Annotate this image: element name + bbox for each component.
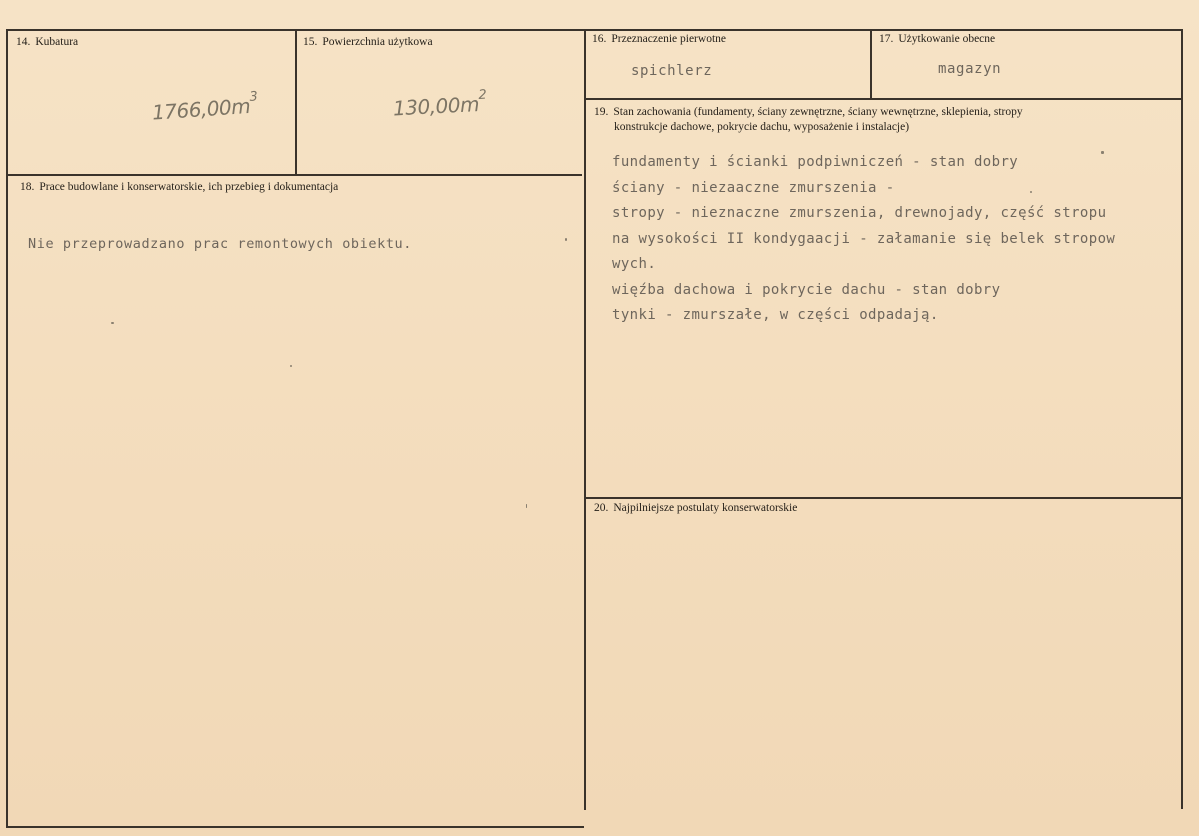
powierzchnia-exponent: 2 bbox=[478, 87, 487, 104]
left-border-line bbox=[6, 29, 8, 827]
paper-speck bbox=[526, 504, 527, 508]
state-line-4: na wysokości II kondygaacji - załamanie się belek stropow bbox=[612, 230, 1116, 247]
field-14-title: Kubatura bbox=[35, 36, 79, 48]
kubatura-value: 1766,00 bbox=[151, 95, 232, 125]
field-20-number: 20. bbox=[594, 502, 609, 514]
state-line-3: stropy - nieznaczne zmurszenia, drewnojady, część stropu bbox=[612, 205, 1107, 221]
paper-speck bbox=[290, 365, 292, 367]
field-16-number: 16. bbox=[592, 33, 607, 45]
divider-19-20 bbox=[584, 497, 1183, 499]
divider-under-14-15 bbox=[6, 174, 582, 176]
kubatura-exponent: 3 bbox=[249, 89, 258, 106]
divider-16-17 bbox=[870, 29, 872, 99]
field-19-title: Stan zachowania (fundamenty, ściany zewnętrzne, ściany wewnętrzne, sklepienia, stropy bbox=[613, 106, 1023, 118]
field-17-label bbox=[879, 32, 995, 47]
field-15-number: 15. bbox=[303, 36, 318, 48]
kubatura-unit: m bbox=[230, 93, 251, 120]
divider-under-16-17 bbox=[584, 98, 1183, 100]
field-18-title: Prace budowlane i konserwatorskie, ich przebieg i dokumentacja bbox=[39, 181, 339, 193]
field-19-label bbox=[594, 105, 1169, 135]
field-15-title: Powierzchnia użytkowa bbox=[322, 36, 433, 48]
paper-speck bbox=[1101, 151, 1104, 154]
state-line-5: wych. bbox=[612, 256, 657, 272]
field-15-label bbox=[303, 35, 433, 50]
field-18-number: 18. bbox=[20, 181, 35, 193]
center-divider bbox=[584, 29, 586, 810]
state-line-1: fundamenty i ścianki podpiwniczeń - stan dobry bbox=[612, 154, 1019, 170]
bottom-border-line bbox=[6, 826, 584, 828]
field-20-label bbox=[594, 501, 797, 516]
paper-speck bbox=[111, 322, 114, 324]
powierzchnia-value: 130,00 bbox=[392, 92, 461, 121]
field-15-value bbox=[392, 87, 487, 121]
field-18-label bbox=[20, 180, 338, 195]
field-19-number: 19. bbox=[594, 106, 609, 118]
paper-speck bbox=[565, 238, 567, 241]
state-line-7: tynki - zmurszałe, w części odpadają. bbox=[612, 307, 939, 323]
powierzchnia-unit: m bbox=[459, 91, 480, 117]
field-19-label-line2: konstrukcje dachowe, pokrycie dachu, wyposażenie i instalacje) bbox=[614, 121, 910, 133]
state-line-6: więźba dachowa i pokrycie dachu - stan dobry bbox=[612, 281, 1001, 298]
field-19-label-line1 bbox=[594, 105, 1169, 120]
field-14-label bbox=[16, 35, 78, 50]
field-18-value: Nie przeprowadzano prac remontowych obiektu. bbox=[28, 236, 413, 252]
field-20-title: Najpilniejsze postulaty konserwatorskie bbox=[613, 502, 798, 514]
field-17-value: magazyn bbox=[938, 61, 1002, 77]
state-line-2: ściany - niezaaczne zmurszenia - bbox=[612, 179, 895, 196]
field-14-number: 14. bbox=[16, 36, 31, 48]
paper-speck bbox=[1030, 191, 1032, 193]
divider-14-15 bbox=[295, 29, 297, 175]
field-19-value bbox=[612, 150, 1115, 329]
field-17-number: 17. bbox=[879, 33, 894, 45]
field-16-title: Przeznaczenie pierwotne bbox=[611, 33, 726, 45]
field-14-value bbox=[151, 89, 258, 125]
field-17-title: Użytkowanie obecne bbox=[898, 33, 996, 45]
field-16-label bbox=[592, 32, 726, 47]
right-border-line bbox=[1181, 29, 1183, 809]
field-16-value: spichlerz bbox=[631, 63, 713, 79]
top-border-line bbox=[6, 29, 1183, 31]
